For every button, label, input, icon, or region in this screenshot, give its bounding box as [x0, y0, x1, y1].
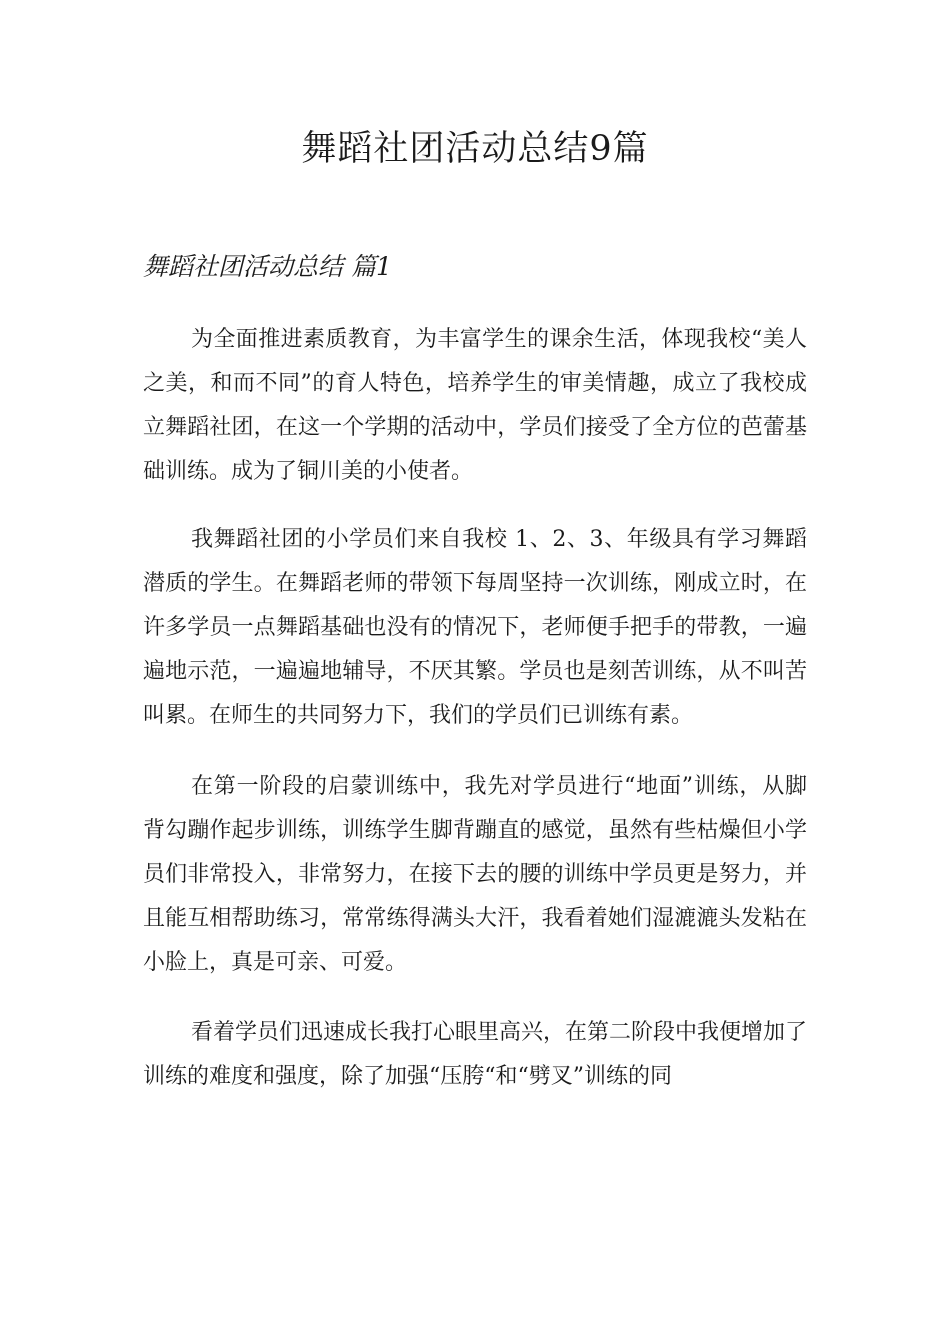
document-title: 舞蹈社团活动总结9篇: [301, 129, 649, 169]
paragraph: 为全面推进素质教育，为丰富学生的课余生活，体现我校“美人之美，和而不同”的育人特色，培养学生的审美情趣，成立了我校成立舞蹈社团，在这一个学期的活动中，学员们接受了全方位的芭蕾基础训练。成为了铜川美的小使者。: [143, 327, 807, 484]
paragraph: 看着学员们迅速成长我打心眼里高兴，在第二阶段中我便增加了训练的难度和强度，除了加强“压胯“和“劈叉”训练的同: [143, 1020, 808, 1089]
paragraph: 在第一阶段的启蒙训练中，我先对学员进行“地面”训练，从脚背勾蹦作起步训练，训练学生脚背蹦直的感觉，虽然有些枯燥但小学员们非常投入，非常努力，在接下去的腰的训练中学员更是努力，并且能互相帮助练习，常常练得满头大汗，我看着她们湿漉漉头发粘在小脸上，真是可亲、可爱。: [143, 774, 807, 975]
document-body: [143, 318, 807, 1124]
paragraph: 我舞蹈社团的小学员们来自我校 1、2、3、年级具有学习舞蹈潜质的学生。在舞蹈老师的带领下每周坚持一次训练，刚成立时，在许多学员一点舞蹈基础也没有的情况下，老师便手把手的带教，一遍遍地示范，一遍遍地辅导，不厌其繁。学员也是刻苦训练，从不叫苦叫累。在师生的共同努力下，我们的学员们已训练有素。: [143, 527, 807, 728]
section-heading: 舞蹈社团活动总结 篇1: [143, 252, 392, 281]
